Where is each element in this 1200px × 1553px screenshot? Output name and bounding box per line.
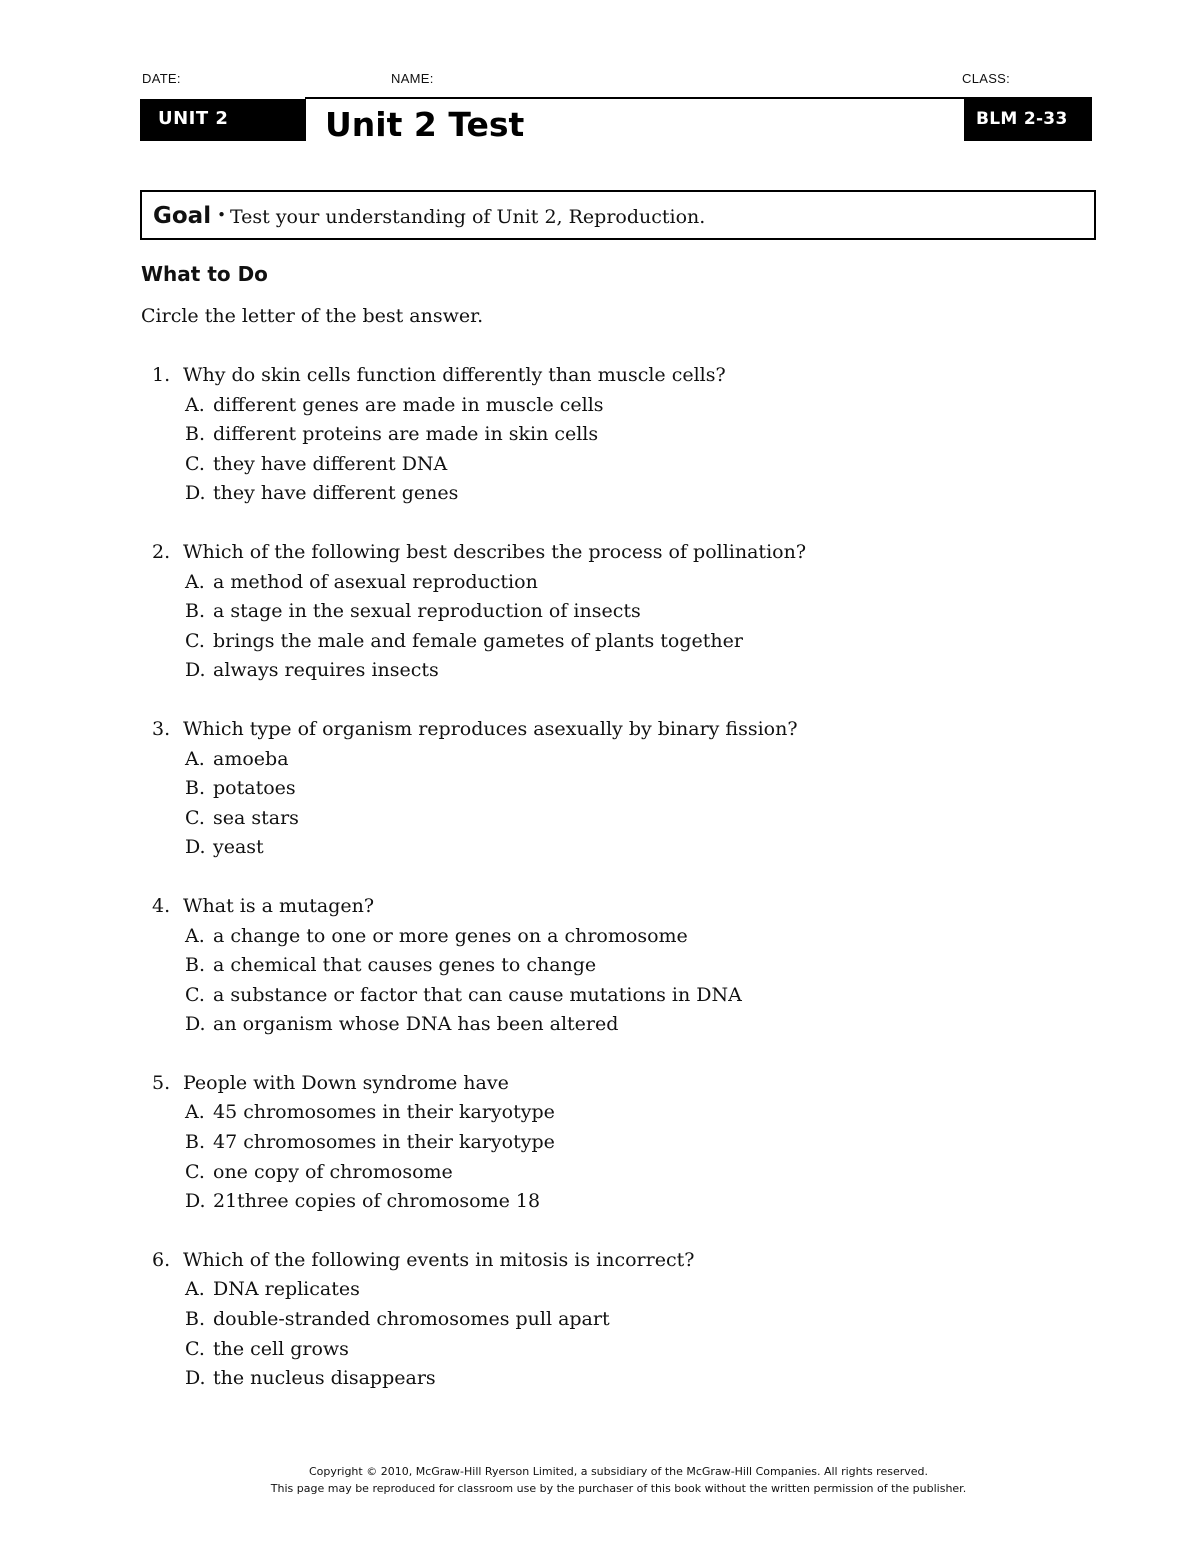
option-text: they have different DNA <box>213 452 448 475</box>
option-text: a chemical that causes genes to change <box>213 954 597 977</box>
option-text: a change to one or more genes on a chromosome <box>213 924 688 947</box>
option-text: they have different genes <box>213 482 459 505</box>
question-text: Which of the following events in mitosis is incorrect? <box>183 1248 695 1271</box>
goal-bullet: • <box>217 206 226 224</box>
goal-label: Goal <box>153 203 212 229</box>
option-letter: A. <box>185 747 205 770</box>
option-letter: D. <box>185 1013 206 1036</box>
option-letter: D. <box>185 659 206 682</box>
option-text: sea stars <box>213 806 299 829</box>
answer-option[interactable] <box>152 1275 1052 1305</box>
question-3 <box>152 715 1052 863</box>
option-letter: A. <box>185 393 205 416</box>
option-text: different proteins are made in skin cells <box>213 423 599 446</box>
option-letter: B. <box>185 954 206 977</box>
date-label: DATE: <box>142 71 181 86</box>
answer-option[interactable] <box>152 656 1052 686</box>
option-letter: B. <box>185 423 206 446</box>
answer-option[interactable] <box>152 597 1052 627</box>
answer-option[interactable] <box>152 804 1052 834</box>
question-2 <box>152 538 1052 686</box>
answer-option[interactable] <box>152 833 1052 863</box>
question-list <box>152 361 1052 1423</box>
instruction-text: Circle the letter of the best answer. <box>141 305 484 327</box>
option-text: amoeba <box>213 747 289 770</box>
question-text: Which of the following best describes the process of pollination? <box>183 540 807 563</box>
option-letter: B. <box>185 777 206 800</box>
answer-option[interactable] <box>152 774 1052 804</box>
answer-option[interactable] <box>152 1187 1052 1217</box>
option-text: double-stranded chromosomes pull apart <box>213 1308 610 1331</box>
option-text: 47 chromosomes in their karyotype <box>213 1131 555 1154</box>
option-letter: C. <box>185 1337 205 1360</box>
option-text: different genes are made in muscle cells <box>213 393 604 416</box>
option-text: one copy of chromosome <box>213 1160 453 1183</box>
answer-option[interactable] <box>152 1305 1052 1335</box>
option-letter: B. <box>185 1131 206 1154</box>
answer-option[interactable] <box>152 627 1052 657</box>
answer-option[interactable] <box>152 981 1052 1011</box>
answer-option[interactable] <box>152 922 1052 952</box>
option-letter: A. <box>185 924 205 947</box>
option-text: the nucleus disappears <box>213 1367 436 1390</box>
answer-option[interactable] <box>152 1128 1052 1158</box>
answer-option[interactable] <box>152 1010 1052 1040</box>
question-text: People with Down syndrome have <box>183 1071 509 1094</box>
option-letter: A. <box>185 570 205 593</box>
question-6 <box>152 1246 1052 1394</box>
answer-option[interactable] <box>152 479 1052 509</box>
answer-option[interactable] <box>152 1364 1052 1394</box>
unit-tab: UNIT 2 <box>140 99 306 141</box>
question-number: 5. <box>152 1071 171 1094</box>
option-letter: C. <box>185 629 205 652</box>
option-text: an organism whose DNA has been altered <box>213 1013 619 1036</box>
answer-option[interactable] <box>152 745 1052 775</box>
option-letter: D. <box>185 1190 206 1213</box>
answer-option[interactable] <box>152 450 1052 480</box>
question-text: Which type of organism reproduces asexually by binary fission? <box>183 717 798 740</box>
question-5 <box>152 1069 1052 1217</box>
answer-option[interactable] <box>152 1335 1052 1365</box>
option-letter: C. <box>185 806 205 829</box>
option-text: a method of asexual reproduction <box>213 570 538 593</box>
option-letter: B. <box>185 1308 206 1331</box>
option-text: brings the male and female gametes of plants together <box>213 629 743 652</box>
option-text: the cell grows <box>213 1337 349 1360</box>
goal-box <box>140 190 1096 240</box>
option-letter: C. <box>185 983 205 1006</box>
question-number: 4. <box>152 894 171 917</box>
option-text: potatoes <box>213 777 296 800</box>
blm-tag: BLM 2-33 <box>964 99 1092 141</box>
question-text: What is a mutagen? <box>183 894 375 917</box>
option-letter: D. <box>185 1367 206 1390</box>
class-label: CLASS: <box>962 71 1011 86</box>
question-4 <box>152 892 1052 1040</box>
section-heading: What to Do <box>141 262 268 286</box>
option-letter: C. <box>185 452 205 475</box>
page-title: Unit 2 Test <box>325 105 525 144</box>
permission-line: This page may be reproduced for classroom use by the purchaser of this book without the written permission of the publisher. <box>270 1482 967 1495</box>
option-letter: D. <box>185 482 206 505</box>
answer-option[interactable] <box>152 391 1052 421</box>
option-text: 21three copies of chromosome 18 <box>213 1190 541 1213</box>
answer-option[interactable] <box>152 1158 1052 1188</box>
name-label: NAME: <box>391 71 434 86</box>
question-1 <box>152 361 1052 509</box>
option-letter: A. <box>185 1278 205 1301</box>
option-letter: C. <box>185 1160 205 1183</box>
answer-option[interactable] <box>152 568 1052 598</box>
copyright-line: Copyright © 2010, McGraw-Hill Ryerson Limited, a subsidiary of the McGraw-Hill Companies. All rights reserved. <box>308 1465 929 1478</box>
question-number: 3. <box>152 717 171 740</box>
question-text: Why do skin cells function differently than muscle cells? <box>183 364 726 386</box>
question-number: 1. <box>152 364 171 386</box>
answer-option[interactable] <box>152 951 1052 981</box>
option-letter: D. <box>185 836 206 859</box>
option-letter: A. <box>185 1101 205 1124</box>
option-text: a stage in the sexual reproduction of insects <box>213 600 641 623</box>
question-number: 2. <box>152 540 171 563</box>
copyright-footer <box>0 1463 1200 1497</box>
option-letter: B. <box>185 600 206 623</box>
option-text: yeast <box>213 836 264 859</box>
answer-option[interactable] <box>152 420 1052 450</box>
option-text: 45 chromosomes in their karyotype <box>213 1101 555 1124</box>
option-text: DNA replicates <box>213 1278 360 1301</box>
goal-text: Test your understanding of Unit 2, Reproduction. <box>229 206 706 228</box>
option-text: always requires insects <box>213 659 439 682</box>
answer-option[interactable] <box>152 1098 1052 1128</box>
option-text: a substance or factor that can cause mutations in DNA <box>213 983 742 1006</box>
question-number: 6. <box>152 1248 171 1271</box>
